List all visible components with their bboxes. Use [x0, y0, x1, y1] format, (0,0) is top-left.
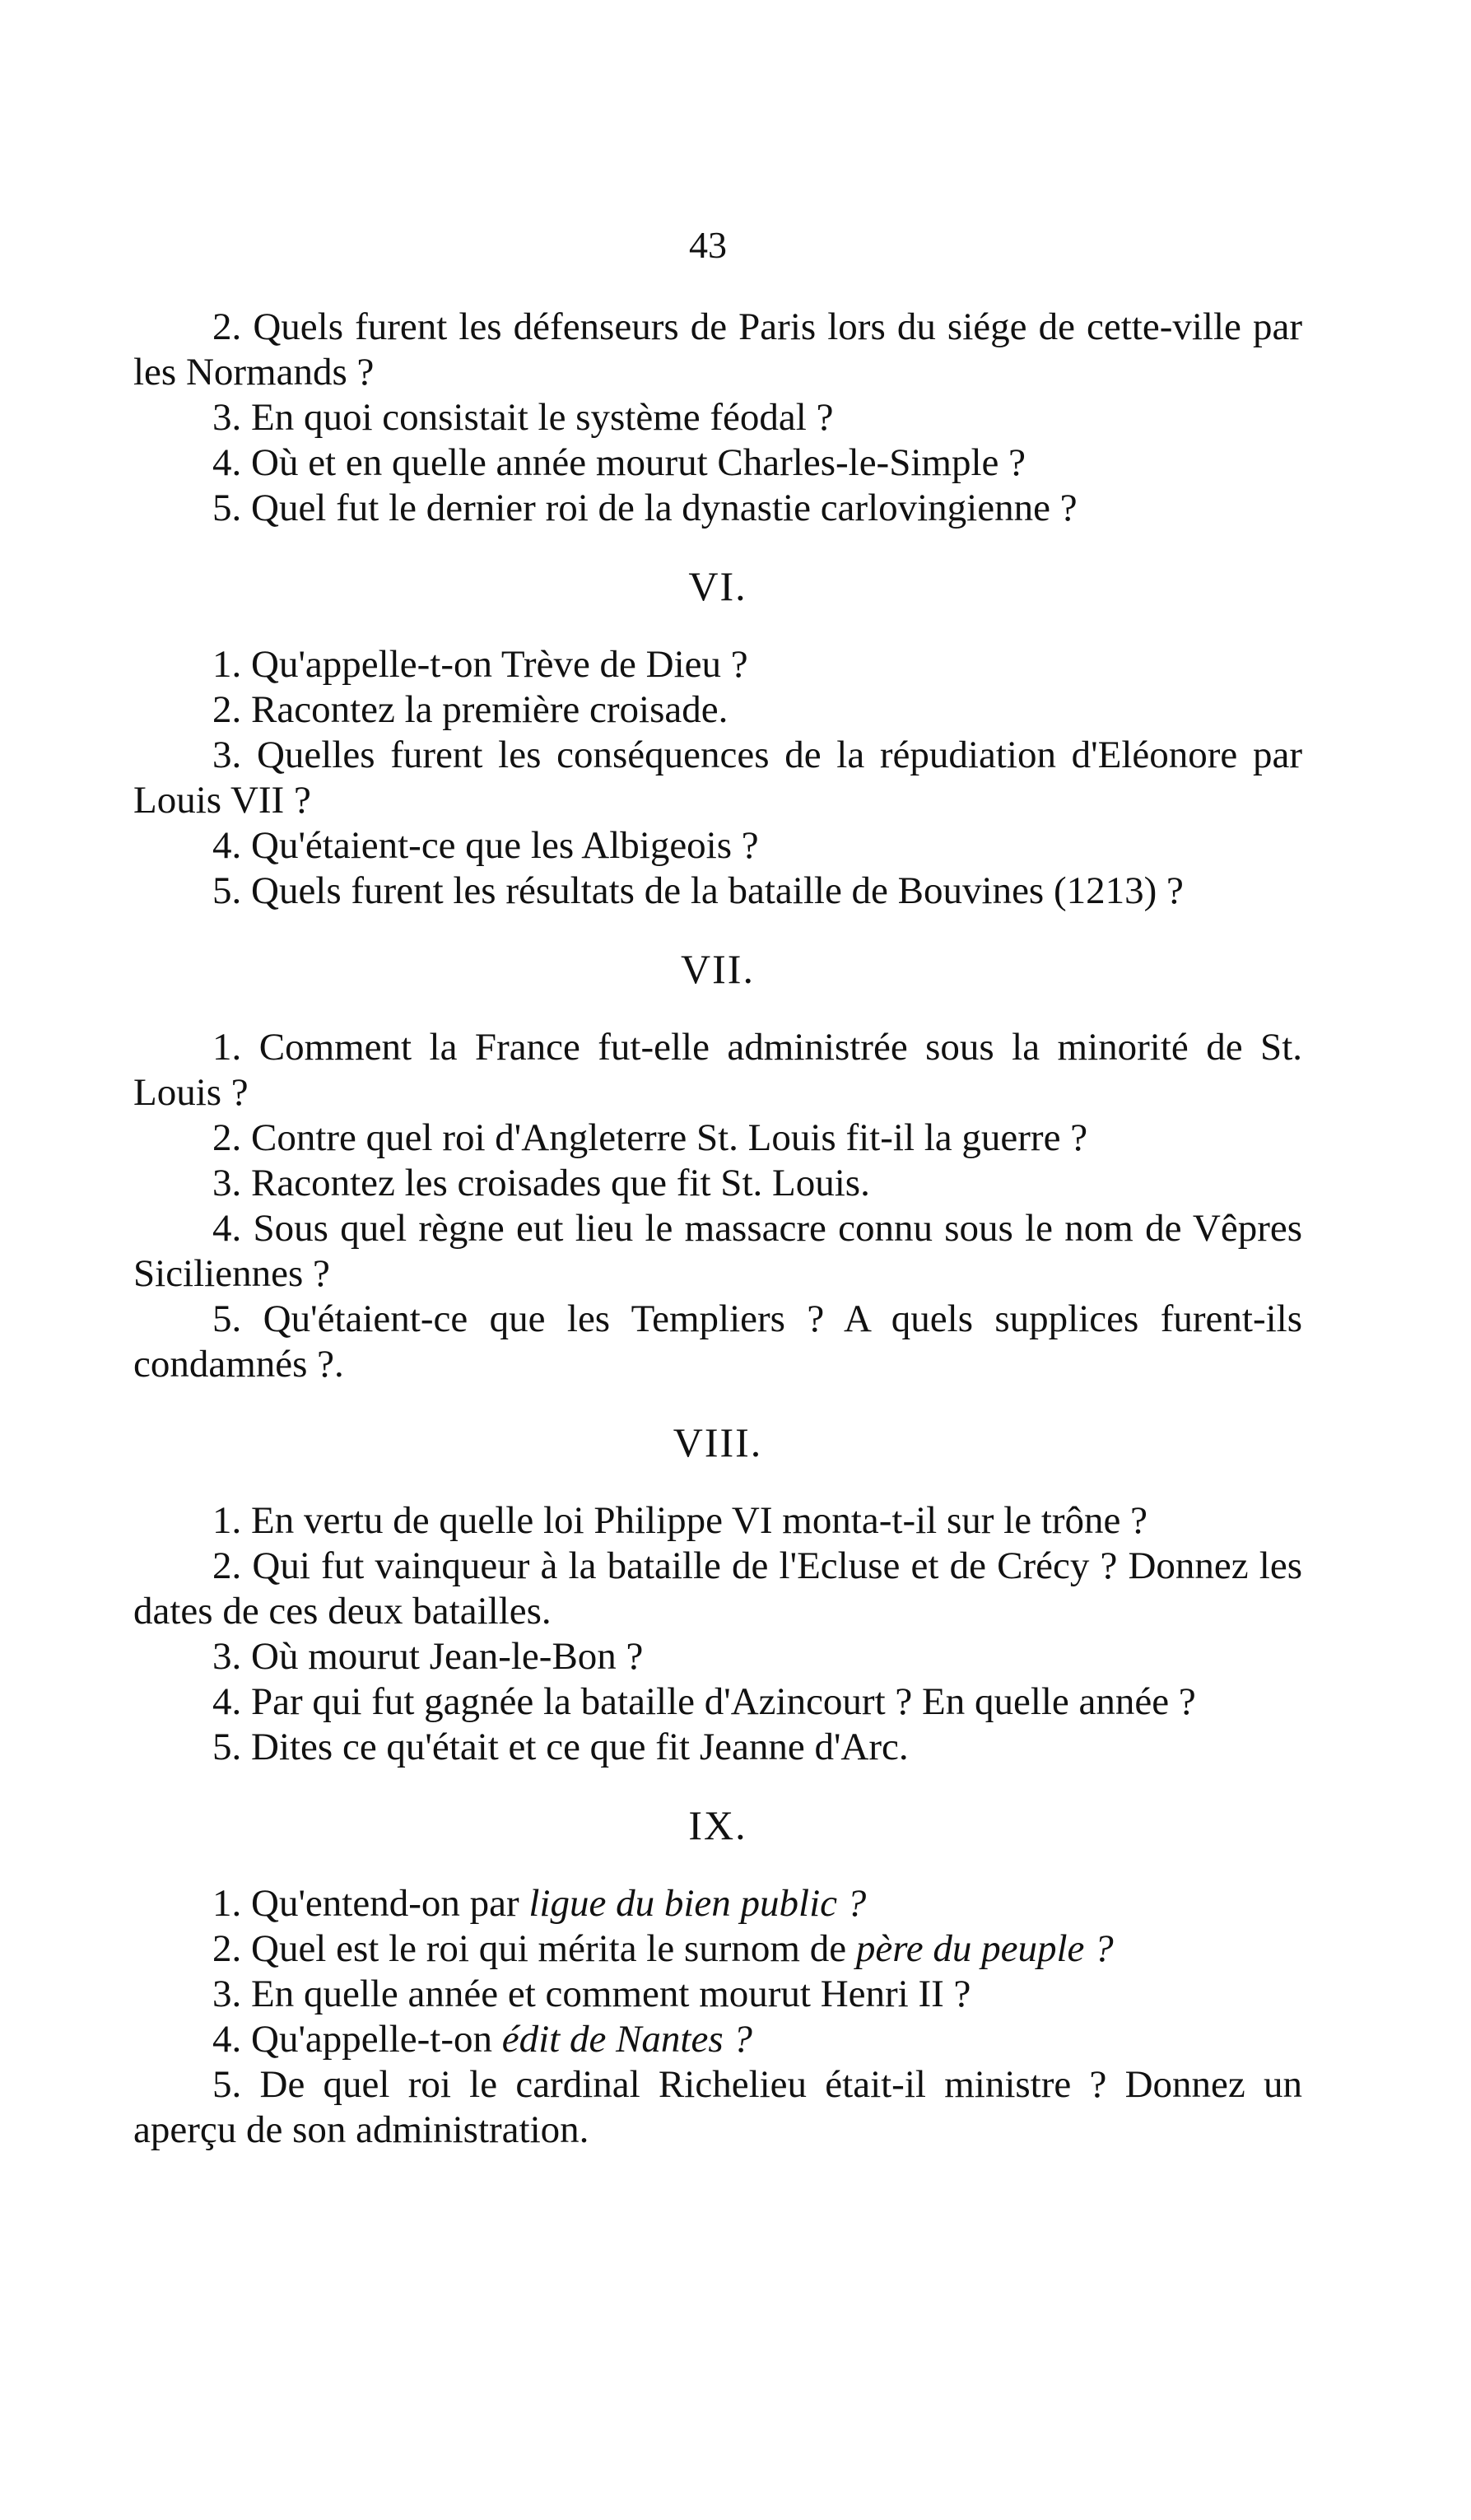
question-text: Contre quel roi d'Angleterre St. Louis fit-il la guerre ?	[251, 1116, 1088, 1159]
question-text: Par qui fut gagnée la bataille d'Azincourt ? En quelle année ?	[251, 1680, 1196, 1723]
question-text: Qu'entend-on par	[251, 1882, 529, 1925]
question-item	[133, 642, 1302, 687]
question-item	[133, 1025, 1302, 1116]
question-text: Qu'appelle-t-on Trève de Dieu ?	[251, 643, 748, 686]
question-item	[133, 1297, 1302, 1387]
question-text: Quels furent les résultats de la bataille de Bouvines (1213) ?	[251, 869, 1184, 912]
question-item	[133, 486, 1302, 531]
question-text: En vertu de quelle loi Philippe VI monta-t-il sur le trône ?	[251, 1499, 1148, 1542]
question-section	[133, 1803, 1302, 2153]
question-number: 4.	[212, 1207, 242, 1250]
question-italic-term: père du peuple ?	[855, 1927, 1114, 1970]
question-section	[133, 947, 1302, 1387]
question-number: 5.	[212, 2063, 242, 2106]
question-number: 2.	[212, 1116, 242, 1159]
question-item	[133, 1679, 1302, 1725]
question-item	[133, 733, 1302, 823]
question-list	[133, 305, 1302, 2153]
question-number: 1.	[212, 1882, 242, 1925]
question-number: 1.	[212, 1499, 242, 1542]
question-item	[133, 1544, 1302, 1634]
question-item	[133, 1725, 1302, 1770]
question-text: Où mourut Jean-le-Bon ?	[251, 1635, 644, 1678]
question-item	[133, 1634, 1302, 1679]
question-text: Dites ce qu'était et ce que fit Jeanne d'Arc.	[251, 1726, 909, 1768]
question-item	[133, 869, 1302, 914]
section-heading: IX.	[688, 1802, 747, 1848]
question-number: 3.	[212, 1162, 242, 1204]
question-item	[133, 1972, 1302, 2017]
question-text: Comment la France fut-elle administrée sous la minorité de St. Louis ?	[133, 1026, 1303, 1114]
intro-questions	[133, 305, 1302, 531]
question-number: 4.	[212, 441, 242, 484]
question-section	[133, 564, 1302, 914]
question-number: 1.	[212, 1026, 242, 1069]
question-number: 4.	[212, 824, 242, 867]
section-heading: VI.	[688, 563, 747, 609]
question-number: 2.	[212, 1544, 242, 1587]
question-item	[133, 1116, 1302, 1161]
question-number: 3.	[212, 734, 242, 776]
question-number: 1.	[212, 643, 242, 686]
question-text: Qu'étaient-ce que les Templiers ? A quels supplices furent-ils condamnés ?.	[133, 1297, 1303, 1386]
question-text: Qu'appelle-t-on	[251, 2018, 502, 2061]
question-text: Quelles furent les conséquences de la répudiation d'Eléonore par Louis VII ?	[133, 734, 1302, 822]
question-italic-term: édit de Nantes ?	[501, 2018, 752, 2061]
section-heading: VIII.	[673, 1419, 763, 1465]
question-item	[133, 305, 1302, 395]
question-number: 2.	[212, 688, 242, 731]
question-number: 5.	[212, 487, 242, 529]
question-text: En quoi consistait le système féodal ?	[251, 396, 834, 439]
question-number: 5.	[212, 1726, 242, 1768]
question-text: Racontez les croisades que fit St. Louis.	[251, 1162, 870, 1204]
question-number: 2.	[212, 305, 242, 348]
question-text: Quel fut le dernier roi de la dynastie carlovingienne ?	[251, 487, 1078, 529]
question-text: Qu'étaient-ce que les Albigeois ?	[251, 824, 759, 867]
question-text: De quel roi le cardinal Richelieu était-il ministre ? Donnez un aperçu de son administration.	[133, 2063, 1303, 2151]
question-item	[133, 687, 1302, 733]
question-text: Racontez la première croisade.	[251, 688, 729, 731]
section-heading: VII.	[681, 946, 755, 992]
question-number: 2.	[212, 1927, 242, 1970]
question-item	[133, 1881, 1302, 1926]
question-number: 3.	[212, 1973, 242, 2015]
question-item	[133, 440, 1302, 486]
page-number: 43	[689, 224, 727, 266]
question-item	[133, 2017, 1302, 2062]
question-item	[133, 823, 1302, 869]
question-number: 4.	[212, 1680, 242, 1723]
question-section	[133, 1420, 1302, 1770]
question-item	[133, 1161, 1302, 1206]
question-number: 4.	[212, 2018, 242, 2061]
question-text: Quel est le roi qui mérita le surnom de	[251, 1927, 856, 1970]
question-item	[133, 1498, 1302, 1544]
question-number: 3.	[212, 1635, 242, 1678]
question-item	[133, 1206, 1302, 1297]
question-number: 5.	[212, 1297, 242, 1340]
question-number: 5.	[212, 869, 242, 912]
question-text: En quelle année et comment mourut Henri II ?	[251, 1973, 971, 2015]
question-item	[133, 1926, 1302, 1972]
question-text: Où et en quelle année mourut Charles-le-Simple ?	[251, 441, 1026, 484]
question-text: Qui fut vainqueur à la bataille de l'Ecluse et de Crécy ? Donnez les dates de ces deux batailles.	[133, 1544, 1303, 1633]
question-number: 3.	[212, 396, 242, 439]
question-italic-term: ligue du bien public ?	[528, 1882, 867, 1925]
question-item	[133, 2062, 1302, 2153]
question-text: Quels furent les défenseurs de Paris lors du siége de cette-ville par les Normands ?	[133, 305, 1302, 394]
question-item	[133, 395, 1302, 440]
question-text: Sous quel règne eut lieu le massacre connu sous le nom de Vêpres Siciliennes ?	[133, 1207, 1302, 1295]
